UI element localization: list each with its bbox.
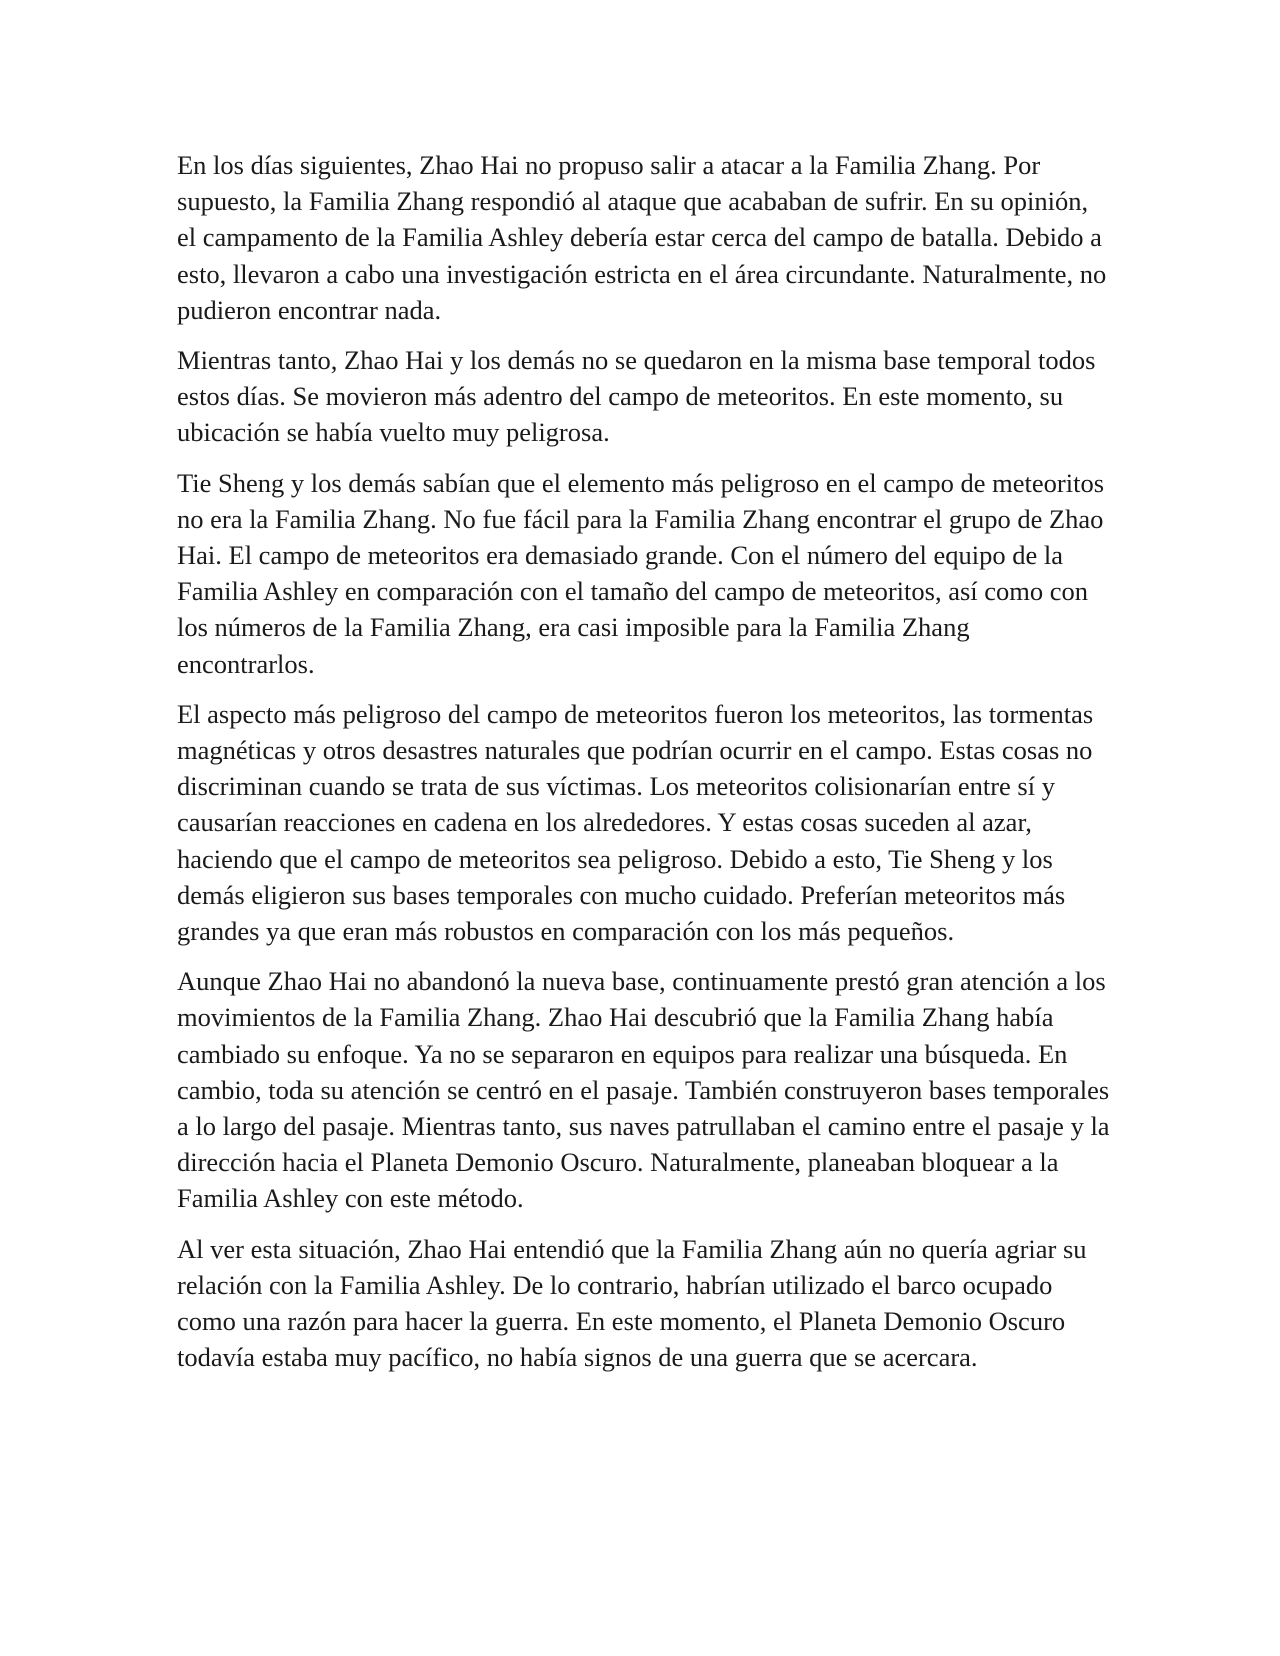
paragraph-4: El aspecto más peligroso del campo de meteoritos fueron los meteoritos, las tormentas magnéticas y otros desastres naturales que podrían ocurrir en el campo. Estas cosas no discriminan cuando se trata de sus víctimas. Los meteoritos colisionarían entre sí y causarían reacciones en cadena en los alrededores. Y estas cosas suceden al azar, haciendo que el campo de meteoritos sea peligroso. Debido a esto, Tie Sheng y los demás eligieron sus bases temporales con mucho cuidado. Preferían meteoritos más grandes ya que eran más robustos en comparación con los más pequeños. bbox=[177, 698, 1094, 947]
paragraph-2: Mientras tanto, Zhao Hai y los demás no se quedaron en la misma base temporal todos estos días. Se movieron más adentro del campo de meteoritos. En este momento, su ubicación se había vuelto muy peligrosa. bbox=[177, 345, 1096, 448]
paragraph-5: Aunque Zhao Hai no abandonó la nueva base, continuamente prestó gran atención a los movimientos de la Familia Zhang. Zhao Hai descubrió que la Familia Zhang había cambiado su enfoque. Ya no se separaron en equipos para realizar una búsqueda. En cambio, toda su atención se centró en el pasaje. También construyeron bases temporales a lo largo del pasaje. Mientras tanto, sus naves patrullaban el camino entre el pasaje y la dirección hacia el Planeta Demonio Oscuro. Naturalmente, planeaban bloquear a la Familia Ashley con este método. bbox=[177, 966, 1110, 1214]
document-body bbox=[177, 147, 1112, 1390]
paragraph-3: Tie Sheng y los demás sabían que el elemento más peligroso en el campo de meteoritos no era la Familia Zhang. No fue fácil para la Familia Zhang encontrar el grupo de Zhao Hai. El campo de meteoritos era demasiado grande. Con el número del equipo de la Familia Ashley en comparación con el tamaño del campo de meteoritos, así como con los números de la Familia Zhang, era casi imposible para la Familia Zhang encontrarlos. bbox=[177, 467, 1105, 679]
paragraph-6: Al ver esta situación, Zhao Hai entendió que la Familia Zhang aún no quería agriar su relación con la Familia Ashley. De lo contrario, habrían utilizado el barco ocupado como una razón para hacer la guerra. En este momento, el Planeta Demonio Oscuro todavía estaba muy pacífico, no había signos de una guerra que se acercara. bbox=[177, 1233, 1087, 1373]
paragraph-1: En los días siguientes, Zhao Hai no propuso salir a atacar a la Familia Zhang. Por supuesto, la Familia Zhang respondió al ataque que acababan de sufrir. En su opinión, el campamento de la Familia Ashley debería estar cerca del campo de batalla. Debido a esto, llevaron a cabo una investigación estricta en el área circundante. Naturalmente, no pudieron encontrar nada. bbox=[177, 150, 1107, 325]
